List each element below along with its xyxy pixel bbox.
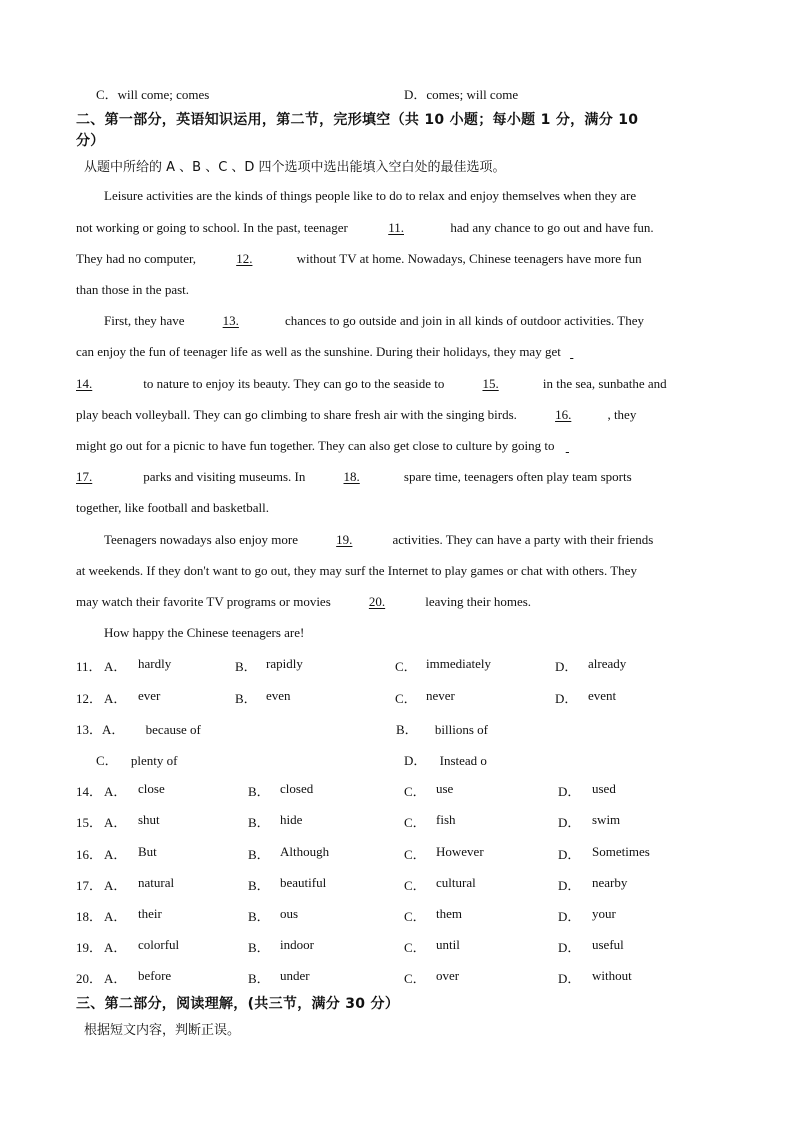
option-letter: B． bbox=[396, 722, 418, 737]
option-letter: A． bbox=[104, 691, 127, 706]
option-text: close bbox=[138, 781, 165, 796]
section3-heading: 三、第二部分，阅读理解，(共三节，满分 30 分） bbox=[76, 996, 400, 1012]
passage-line bbox=[76, 438, 588, 454]
passage-text: spare time, teenagers often play team sports bbox=[403, 469, 632, 484]
blank-17-lead bbox=[566, 438, 588, 454]
question-number: 17． bbox=[76, 878, 103, 893]
option-letter: B． bbox=[248, 909, 270, 924]
passage-text: to nature to enjoy its beauty. They can go to the seaside to bbox=[143, 376, 445, 391]
passage-text: They had no computer, bbox=[76, 251, 197, 266]
passage-line bbox=[76, 220, 654, 236]
option-letter: C． bbox=[404, 847, 426, 862]
question-number: 15． bbox=[76, 815, 103, 830]
blank-12: 12. bbox=[236, 251, 253, 266]
question-number: 20． bbox=[76, 971, 103, 986]
option-text: because of bbox=[145, 722, 201, 737]
option-letter: D． bbox=[404, 753, 427, 768]
blank-15: 15. bbox=[482, 376, 499, 391]
question-13 bbox=[76, 719, 201, 738]
question-number: 14． bbox=[76, 784, 103, 799]
passage-line bbox=[104, 532, 653, 548]
option-text: used bbox=[592, 781, 616, 796]
passage-text: had any chance to go out and have fun. bbox=[450, 220, 654, 235]
option-letter: A． bbox=[104, 784, 127, 799]
passage-line: together, like football and basketball. bbox=[76, 500, 269, 515]
option-letter: C． bbox=[404, 784, 426, 799]
option-text: before bbox=[138, 968, 172, 983]
option-letter: A． bbox=[102, 722, 125, 737]
question-number: 16． bbox=[76, 847, 103, 862]
option-letter: C． bbox=[395, 691, 417, 706]
option-text: beautiful bbox=[280, 875, 327, 890]
passage-line bbox=[76, 344, 590, 360]
passage-text: can enjoy the fun of teenager life as well as the sunshine. During their holidays, they may get bbox=[76, 344, 561, 359]
option-letter: A． bbox=[104, 878, 127, 893]
option-letter: B． bbox=[248, 847, 270, 862]
passage-line bbox=[76, 594, 531, 610]
passage-text: may watch their favorite TV programs or movies bbox=[76, 594, 331, 609]
blank-16: 16. bbox=[555, 407, 572, 422]
option-text: hardly bbox=[138, 656, 172, 671]
option-letter: C． bbox=[404, 878, 426, 893]
passage-line bbox=[104, 313, 644, 329]
option-text: But bbox=[138, 844, 157, 859]
option-text: cultural bbox=[436, 875, 476, 890]
question-number: 13． bbox=[76, 722, 103, 737]
blank-13: 13. bbox=[222, 313, 239, 328]
blank-18: 18. bbox=[343, 469, 360, 484]
option-text: natural bbox=[138, 875, 175, 890]
passage-text: chances to go outside and join in all kinds of outdoor activities. They bbox=[285, 313, 645, 328]
option-letter: D． bbox=[558, 909, 581, 924]
option-letter: B． bbox=[248, 815, 270, 830]
option-text: use bbox=[436, 781, 454, 796]
option-letter: A． bbox=[104, 940, 127, 955]
option-text: over bbox=[436, 968, 460, 983]
option-text: never bbox=[426, 688, 455, 703]
option-letter: A． bbox=[104, 909, 127, 924]
option-text: indoor bbox=[280, 937, 314, 952]
option-letter: D． bbox=[558, 971, 581, 986]
option-text: swim bbox=[592, 812, 621, 827]
option-text: without bbox=[592, 968, 632, 983]
option-letter: B． bbox=[248, 878, 270, 893]
option-text: However bbox=[436, 844, 484, 859]
option-letter: C． bbox=[404, 971, 426, 986]
option-text: under bbox=[280, 968, 310, 983]
option-letter: B． bbox=[235, 659, 257, 674]
option-text: shut bbox=[138, 812, 160, 827]
section2-instruction: 从题中所给的 A 、B 、C 、D 四个选项中选出能填入空白处的最佳选项。 bbox=[84, 160, 506, 175]
option-letter: C． bbox=[404, 940, 426, 955]
section2-heading-line2: 分） bbox=[76, 133, 105, 149]
passage-text: , they bbox=[607, 407, 637, 422]
passage-line bbox=[76, 407, 636, 423]
option-letter: D． bbox=[558, 784, 581, 799]
option-text: already bbox=[588, 656, 627, 671]
option-letter: B． bbox=[248, 940, 270, 955]
section2-heading-line1: 二、第一部分，英语知识运用，第二节，完形填空（共 10 小题；每小题 1 分，满分 10 bbox=[76, 112, 639, 128]
blank-19: 19. bbox=[336, 532, 353, 547]
option-text: immediately bbox=[426, 656, 491, 671]
option-text: Although bbox=[280, 844, 330, 859]
passage-line: Leisure activities are the kinds of things people like to do to relax and enjoy themselves when they are bbox=[104, 188, 637, 203]
option-letter: D． bbox=[558, 847, 581, 862]
option-text: useful bbox=[592, 937, 624, 952]
option-letter: D． bbox=[555, 659, 578, 674]
option-letter: C． bbox=[395, 659, 417, 674]
option-letter: B． bbox=[248, 784, 270, 799]
question-number: 18． bbox=[76, 909, 103, 924]
option-text: until bbox=[436, 937, 460, 952]
option-letter: D． bbox=[558, 940, 581, 955]
option-text: hide bbox=[280, 812, 303, 827]
option-text: their bbox=[138, 906, 162, 921]
passage-text: might go out for a picnic to have fun together. They can also get close to culture by going to bbox=[76, 438, 555, 453]
option-letter: A． bbox=[104, 971, 127, 986]
option-text: closed bbox=[280, 781, 314, 796]
option-letter: C． bbox=[404, 909, 426, 924]
passage-line bbox=[76, 469, 632, 485]
question-number: 12． bbox=[76, 691, 103, 706]
blank-14: 14. bbox=[76, 376, 93, 391]
option-text: colorful bbox=[138, 937, 180, 952]
option-text: fish bbox=[436, 812, 456, 827]
blank-20: 20. bbox=[368, 594, 386, 609]
option-letter: D． bbox=[558, 815, 581, 830]
option-letter: D． bbox=[555, 691, 578, 706]
question-13-option-c bbox=[96, 750, 178, 769]
question-13-option-b bbox=[396, 719, 488, 738]
blank-14-lead bbox=[570, 344, 590, 360]
section3-instruction: 根据短文内容，判断正误。 bbox=[84, 1023, 241, 1038]
option-text: ever bbox=[138, 688, 161, 703]
option-text: rapidly bbox=[266, 656, 303, 671]
question-number: 19． bbox=[76, 940, 103, 955]
question-number: 11． bbox=[76, 659, 102, 674]
passage-text: First, they have bbox=[104, 313, 185, 328]
passage-text: activities. They can have a party with their friends bbox=[392, 532, 654, 547]
option-text: even bbox=[266, 688, 291, 703]
option-text: Sometimes bbox=[592, 844, 650, 859]
passage-text: in the sea, sunbathe and bbox=[542, 376, 667, 391]
option-text: billions of bbox=[434, 722, 489, 737]
option-text: them bbox=[436, 906, 462, 921]
passage-text: without TV at home. Nowadays, Chinese teenagers have more fun bbox=[296, 251, 642, 266]
option-letter: B． bbox=[248, 971, 270, 986]
option-text: plenty of bbox=[130, 753, 178, 768]
blank-17: 17. bbox=[76, 469, 93, 484]
blank-11: 11. bbox=[388, 220, 404, 235]
passage-line bbox=[76, 376, 667, 392]
option-text: your bbox=[592, 906, 616, 921]
prev-option-d: D．comes; will come bbox=[404, 87, 519, 102]
passage-text: Teenagers nowadays also enjoy more bbox=[104, 532, 299, 547]
passage-line: at weekends. If they don't want to go out, they may surf the Internet to play games or chat with others. They bbox=[76, 563, 637, 578]
option-letter: A． bbox=[104, 847, 127, 862]
passage-line bbox=[76, 251, 642, 267]
passage-text: parks and visiting museums. In bbox=[143, 469, 306, 484]
passage-line: than those in the past. bbox=[76, 282, 190, 297]
option-letter: C． bbox=[96, 753, 118, 768]
passage-text: play beach volleyball. They can go climbing to share fresh air with the singing birds. bbox=[76, 407, 517, 422]
option-text: ous bbox=[280, 906, 299, 921]
option-text: event bbox=[588, 688, 617, 703]
passage-text: leaving their homes. bbox=[425, 594, 532, 609]
option-letter: A． bbox=[104, 815, 127, 830]
passage-line: How happy the Chinese teenagers are! bbox=[104, 625, 305, 640]
question-13-option-d bbox=[404, 750, 487, 769]
option-text: Instead o bbox=[439, 753, 487, 768]
option-text: nearby bbox=[592, 875, 628, 890]
passage-text: not working or going to school. In the past, teenager bbox=[76, 220, 348, 235]
prev-option-c: C．will come; comes bbox=[96, 87, 210, 102]
option-letter: B． bbox=[235, 691, 257, 706]
option-letter: A． bbox=[104, 659, 127, 674]
option-letter: D． bbox=[558, 878, 581, 893]
option-letter: C． bbox=[404, 815, 426, 830]
